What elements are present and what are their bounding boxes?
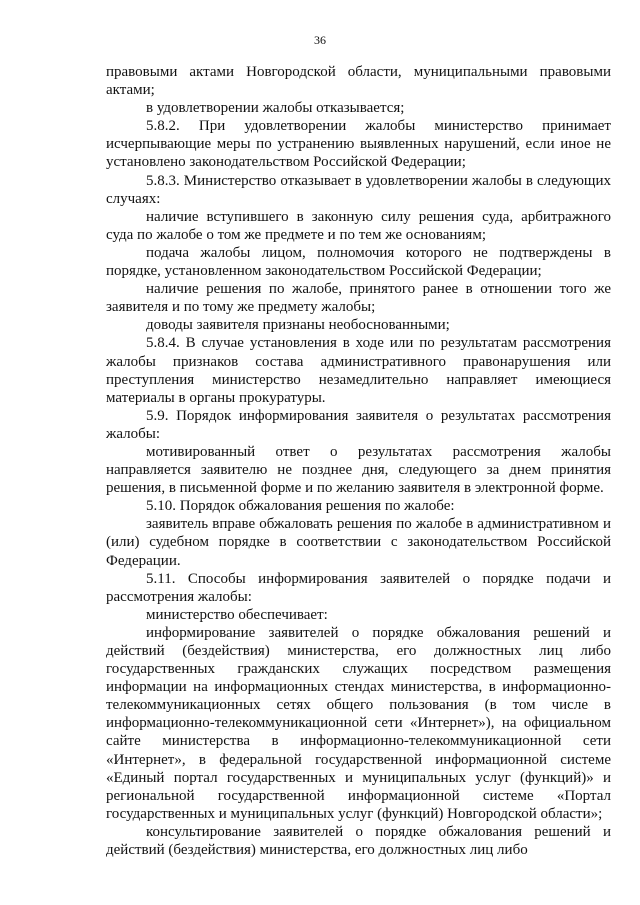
paragraph-reasoned-response: мотивированный ответ о результатах рассмотрения жалобы направляется заявителю не позднее дня, следующего за днем принятия решения, в письменной форме и по желанию заявителя в электронной форме.	[106, 443, 611, 497]
paragraph-5-11: 5.11. Способы информирования заявителей о порядке подачи и рассмотрения жалобы:	[106, 570, 611, 605]
document-body	[106, 63, 611, 859]
paragraph-continuation: правовыми актами Новгородской области, муниципальными правовыми актами;	[106, 64, 611, 99]
paragraph-consulting: консультирование заявителей о порядке обжалования решений и действий (бездействия) министерства, его должностных лиц либо	[106, 823, 611, 859]
paragraph-5-8-4: 5.8.4. В случае установления в ходе или по результатам рассмотрения жалобы признаков состава административного правонарушения или преступления министерство незамедлительно направляет имеющиеся материалы в органы прокуратуры.	[106, 335, 611, 406]
paragraph-appeal-right: заявитель вправе обжаловать решения по жалобе в административном и (или) судебном порядке в соответствии с законодательством Российской Федерации.	[106, 516, 611, 569]
paragraph-unauthorized-filing: подача жалобы лицом, полномочия которого не подтверждены в порядке, установленном законодательством Российской Федерации;	[106, 244, 611, 280]
paragraph-ministry-provides: министерство обеспечивает:	[146, 606, 328, 623]
paragraph-5-9: 5.9. Порядок информирования заявителя о результатах рассмотрения жалобы:	[106, 407, 611, 442]
paragraph-5-8-3: 5.8.3. Министерство отказывает в удовлетворении жалобы в следующих случаях:	[106, 172, 611, 207]
paragraph-5-8-2: 5.8.2. При удовлетворении жалобы министерство принимает исчерпывающие меры по устранению выявленных нарушений, если иное не установлено законодательством Российской Федерации;	[106, 118, 611, 171]
paragraph-informing: информирование заявителей о порядке обжалования решений и действий (бездействия) министерства, его должностных лиц либо государственных гражданских служащих посредством размещения информации на информационных стендах министерства, в информационно-телекоммуникационных сетях общего пользования (в том числе в информационно-телекоммуникационной сети «Интернет»), на официальном сайте министерства в информационно-телекоммуникационной сети «Интернет», в федеральной государственной информационной системе «Единый портал государственных и муниципальных услуг (функций)» и региональной государственной информационной системе «Портал государственных и муниципальных услуг (функций) Новгородской области»;	[106, 624, 611, 822]
paragraph-prior-decision: наличие решения по жалобе, принятого ранее в отношении того же заявителя и по тому же предмету жалобы;	[106, 281, 611, 316]
paragraph-unfounded-arguments: доводы заявителя признаны необоснованными;	[146, 317, 450, 334]
paragraph-court-decision: наличие вступившего в законную силу решения суда, арбитражного суда по жалобе о том же предмете и по тем же основаниям;	[106, 208, 611, 243]
paragraph-5-10: 5.10. Порядок обжалования решения по жалобе:	[146, 498, 455, 515]
paragraph-refusal: в удовлетворении жалобы отказывается;	[146, 100, 405, 117]
page-number: 36	[314, 33, 326, 47]
